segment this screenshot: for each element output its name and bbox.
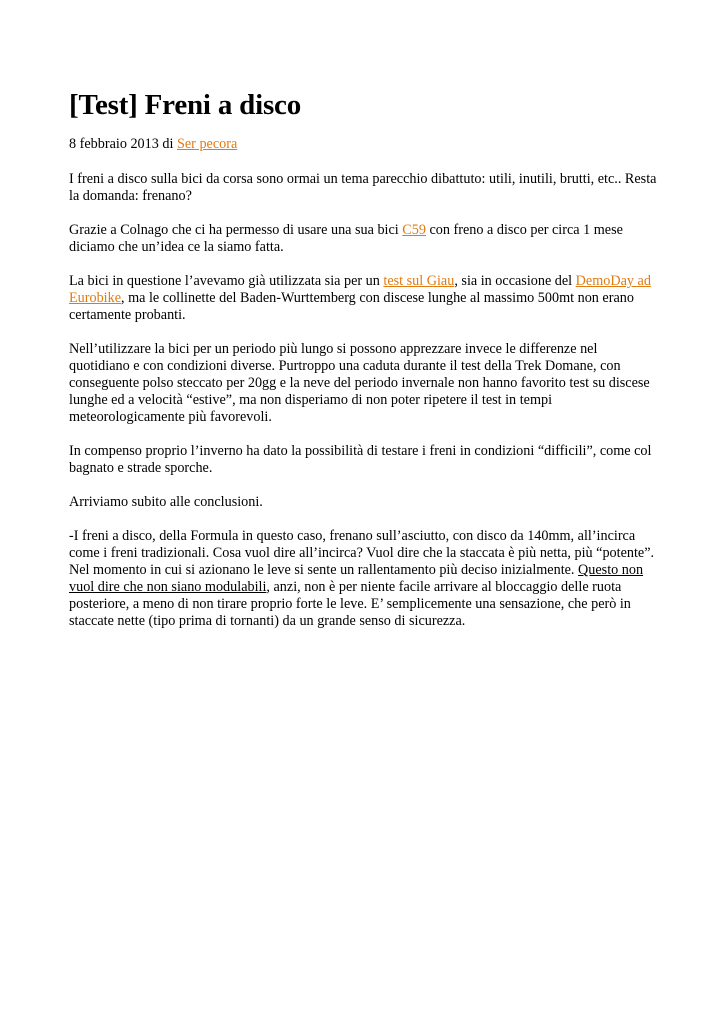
paragraph-intro: I freni a disco sulla bici da corsa sono ormai un tema parecchio dibattuto: utili, inutili, brutti, etc.. Resta la domanda: frenano? (69, 171, 657, 204)
author-link[interactable]: Ser pecora (176, 136, 238, 152)
underlined-statement: Questo non vuol dire che non siano modulabili (69, 562, 644, 595)
meta-by: di (158, 136, 177, 152)
c59-link[interactable]: C59 (402, 222, 426, 238)
paragraph-text: , sia in occasione del (454, 273, 576, 289)
paragraph-daily-use: Nell’utilizzare la bici per un periodo più lungo si possono apprezzare invece le differenze nel quotidiano e con condizioni diverse. Purtroppo una caduta durante il test della Trek Domane, con conseguente polso steccato per 20gg e la neve del periodo invernale non hanno favorito test su discese lunghe ed a velocità “estive”, ma non disperiamo di non poter ripetere il test in tempi meteorologicamente più favorevoli. (69, 341, 650, 425)
demoday-eurobike-link[interactable]: DemoDay ad Eurobike (69, 273, 651, 306)
paragraph-text: -I freni a disco, della Formula in questo caso, frenano sull’asciutto, con disco da 140mm, all’incirca come i freni tradizionali. Cosa vuol dire all’incirca? Vuol dire che la staccata è più netta, più “potente”. Nel momento in cui si azionano le leve si sente un rallentamento più deciso inizialmente. (69, 528, 655, 578)
test-giau-link[interactable]: test sul Giau (383, 273, 455, 289)
paragraph-colnago (69, 222, 659, 256)
paragraph-text: Grazie a Colnago che ci ha permesso di usare una sua bici (69, 222, 403, 238)
paragraph-text: , anzi, non è per niente facile arrivare al bloccaggio delle ruota posteriore, a meno di non tirare proprio forte le leve. E’ semplicemente una sensazione, che però in staccate nette (tipo prima di tornanti) da un grande senso di sicurezza. (69, 579, 631, 629)
paragraph-text: , ma le collinette del Baden-Wurttemberg con discese lunghe al massimo 500mt non erano certamente probanti. (69, 290, 634, 323)
article (69, 86, 659, 630)
article-meta (69, 136, 659, 153)
paragraph-conclusions-intro: Arriviamo subito alle conclusioni. (69, 494, 263, 510)
paragraph-conclusion-dry (69, 528, 659, 630)
paragraph-previous-tests (69, 273, 659, 324)
paragraph-text: con freno a disco per circa 1 mese diciamo che un’idea ce la siamo fatta. (69, 222, 623, 255)
post-date: 8 febbraio 2013 (69, 136, 159, 152)
article-title: [Test] Freni a disco (69, 89, 302, 121)
paragraph-winter: In compenso proprio l’inverno ha dato la possibilità di testare i freni in condizioni “difficili”, come col bagnato e strade sporche. (69, 443, 652, 476)
paragraph-text: La bici in questione l’avevamo già utilizzata sia per un (69, 273, 384, 289)
